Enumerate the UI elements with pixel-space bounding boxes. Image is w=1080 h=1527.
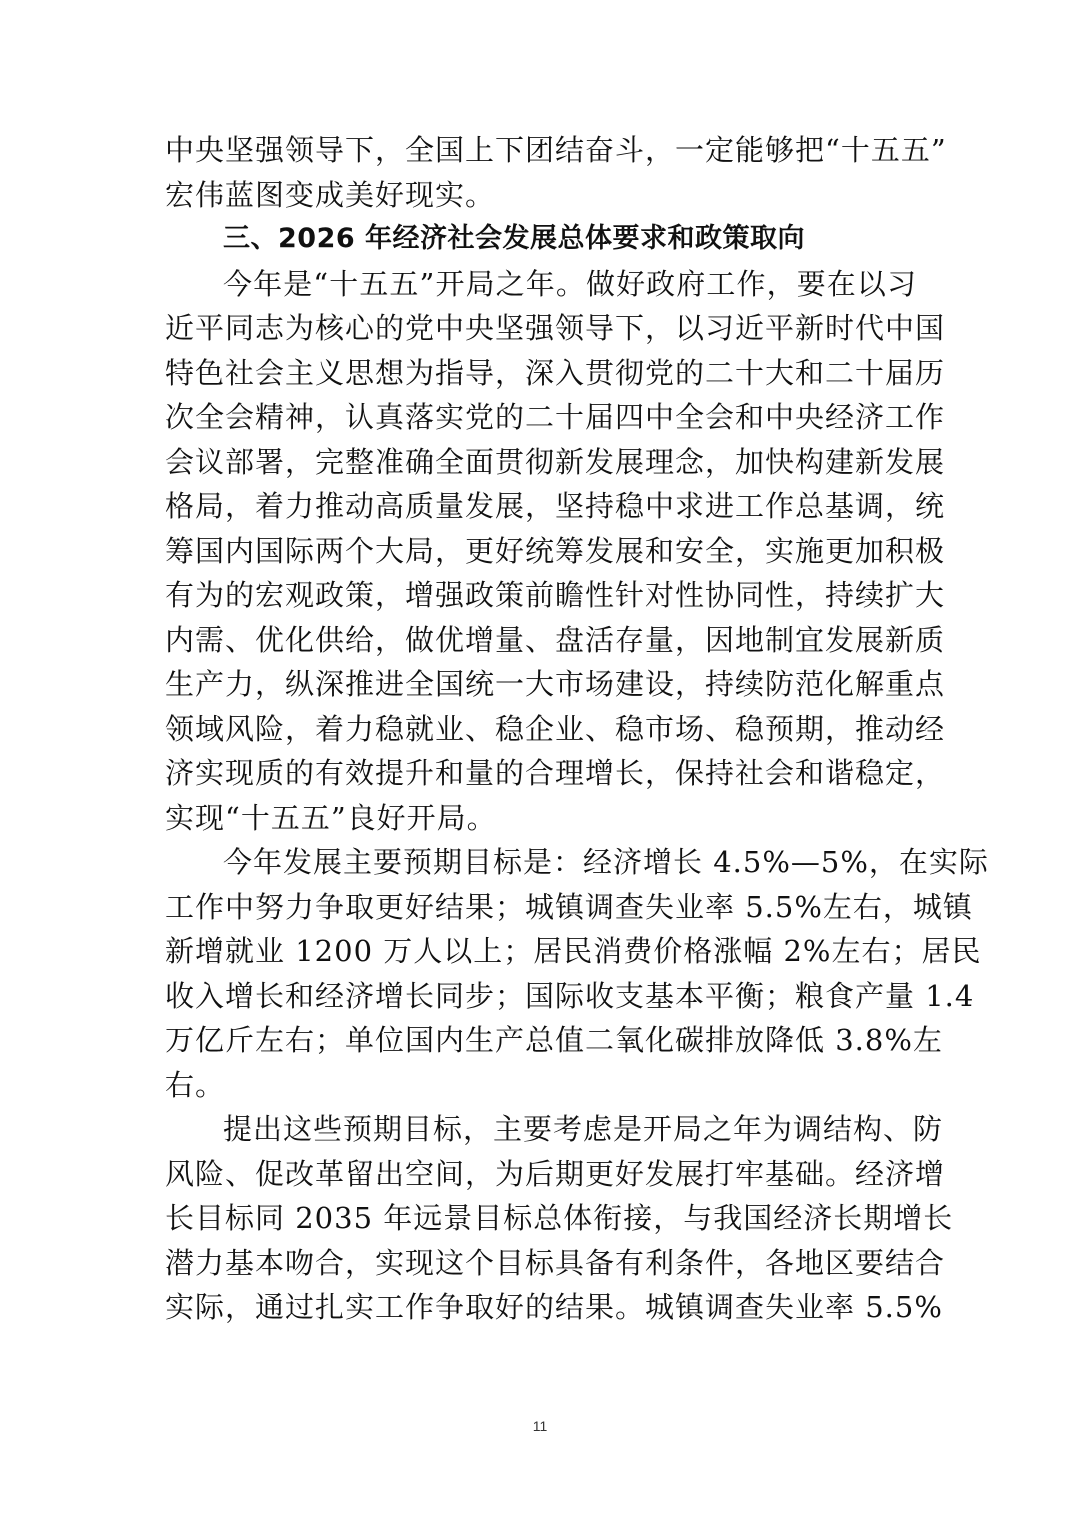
text-line: 工作中努力争取更好结果；城镇调查失业率 5.5%左右，城镇 [165,889,973,924]
text-line: 次全会精神，认真落实党的二十届四中全会和中央经济工作 [165,400,946,434]
text-line: 会议部署，完整准确全面贯彻新发展理念，加快构建新发展 [165,444,946,479]
text-line: 格局，着力推动高质量发展，坚持稳中求进工作总基调，统 [165,489,946,523]
text-line: 近平同志为核心的党中央坚强领导下，以习近平新时代中国 [165,311,946,345]
text-line: 生产力，纵深推进全国统一大市场建设，持续防范化解重点 [165,667,946,701]
text-line: 济实现质的有效提升和量的合理增长，保持社会和谐稳定， [165,756,946,790]
text-line: 筹国内国际两个大局，更好统筹发展和安全，实施更加积极 [165,533,946,568]
text-line: 有为的宏观政策，增强政策前瞻性针对性协同性，持续扩大 [165,578,946,612]
body-text [165,128,989,1330]
text-line: 特色社会主义思想为指导，深入贯彻党的二十大和二十届历 [165,355,946,390]
page-number: 11 [532,1418,548,1434]
text-line: 右。 [165,1067,226,1102]
text-line: 中央坚强领导下，全国上下团结奋斗，一定能够把“十五五” [165,133,947,167]
text-line: 收入增长和经济增长同步；国际收支基本平衡；粮食产量 1.4 [165,978,975,1013]
paragraph-first-line: 今年发展主要预期目标是：经济增长 4.5%—5%，在实际 [223,845,989,879]
text-line: 领域风险，着力稳就业、稳企业、稳市场、稳预期，推动经 [165,711,946,746]
text-line: 实际，通过扎实工作争取好的结果。城镇调查失业率 5.5% [165,1290,943,1324]
text-line: 内需、优化供给，做优增量、盘活存量，因地制宜发展新质 [165,622,946,657]
text-line: 万亿斤左右；单位国内生产总值二氧化碳排放降低 3.8%左 [165,1023,943,1057]
text-line: 实现“十五五”良好开局。 [165,800,497,835]
paragraph-first-line: 今年是“十五五”开局之年。做好政府工作，要在以习 [223,266,917,301]
text-line: 潜力基本吻合，实现这个目标具备有利条件，各地区要结合 [165,1245,946,1280]
text-line: 新增就业 1200 万人以上；居民消费价格涨幅 2%左右；居民 [165,934,982,968]
text-line: 风险、促改革留出空间，为后期更好发展打牢基础。经济增 [165,1156,946,1191]
text-line: 宏伟蓝图变成美好现实。 [165,177,496,212]
text-line: 长目标同 2035 年远景目标总体衔接，与我国经济长期增长 [165,1201,954,1235]
section-heading: 三、2026 年经济社会发展总体要求和政策取向 [223,223,806,254]
paragraph-first-line: 提出这些预期目标，主要考虑是开局之年为调结构、防 [223,1112,944,1146]
